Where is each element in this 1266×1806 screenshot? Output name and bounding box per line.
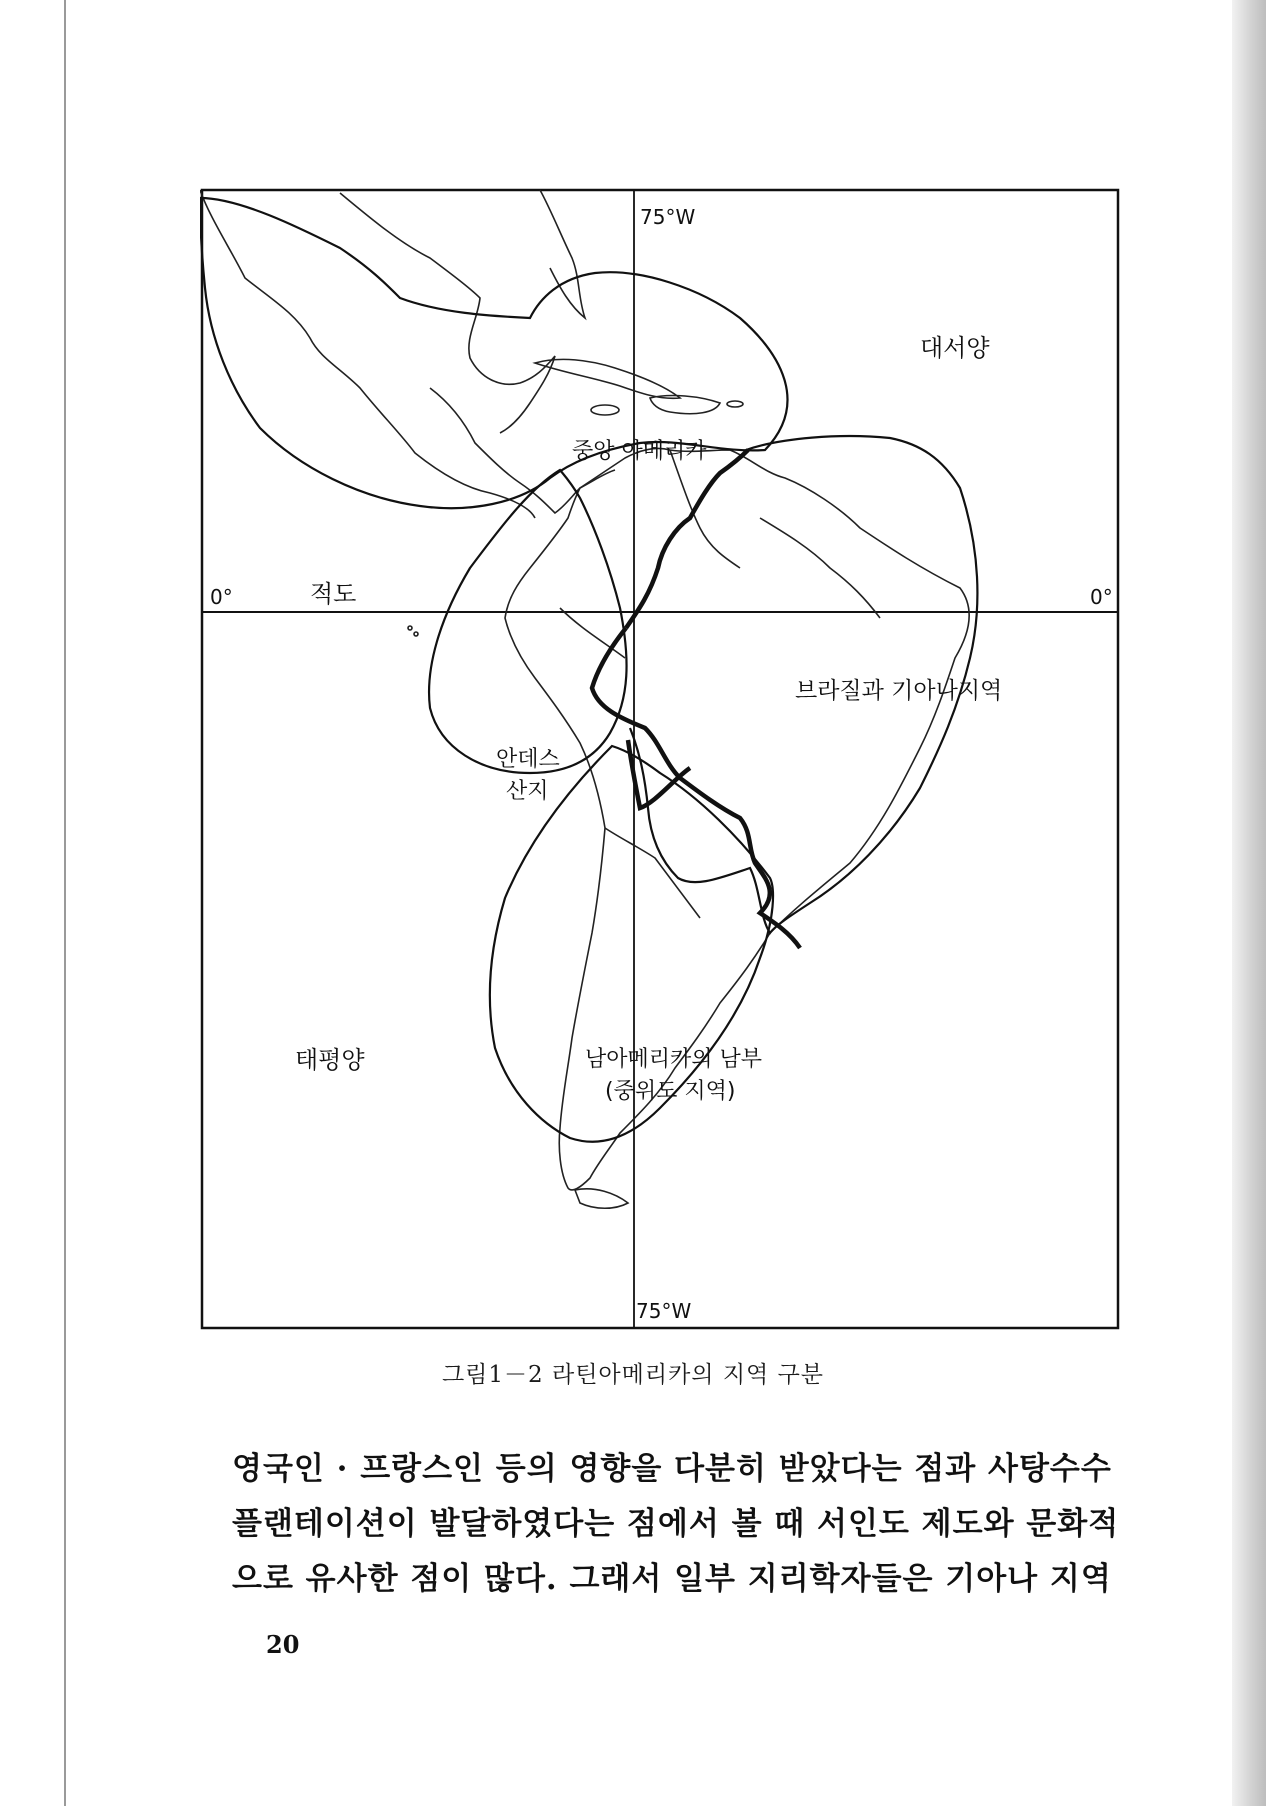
- region-label-southern-1: 남아메리카의 남부: [585, 1047, 763, 1072]
- meridian-label-top: 75°W: [640, 205, 696, 229]
- page-binding-shadow: [1232, 0, 1266, 1806]
- border-ecuador-peru: [560, 608, 625, 658]
- body-line: 영국인 · 프랑스인 등의 영향을 다분히 받았다는 점과 사탕수수: [232, 1451, 1112, 1487]
- coast-florida: [540, 190, 585, 318]
- region-label-andes-2: 산지: [506, 779, 549, 804]
- meridian-label-bottom: 75°W: [636, 1299, 692, 1323]
- island-hispaniola: [650, 396, 720, 414]
- region-boundaries: [200, 198, 977, 1142]
- atlantic-ocean-label: 대서양: [920, 334, 990, 362]
- brazil-border-south: [592, 628, 800, 948]
- coast-gulf: [340, 193, 555, 433]
- island-tierra-del-fuego: [575, 1189, 628, 1208]
- island-puerto-rico: [727, 401, 743, 407]
- figure-caption: 그림1－2 라틴아메리카의 지역 구분: [441, 1362, 825, 1388]
- island-cuba: [535, 359, 680, 398]
- map-svg: [200, 188, 1122, 1333]
- region-label-southern-2: (중위도 지역): [605, 1079, 736, 1104]
- body-text: [232, 1442, 1120, 1607]
- body-line: 으로 유사한 점이 많다. 그래서 일부 지리학자들은 기아나 지역: [232, 1561, 1112, 1597]
- border-chile-argentina: [605, 828, 700, 918]
- equator-label-left: 0°: [210, 585, 233, 609]
- coast-mexico-pacific: [200, 190, 535, 518]
- region-label-brazil-guiana: 브라질과 기아나지역: [795, 678, 1003, 704]
- body-line: 플랜테이션이 발달하였다는 점에서 볼 때 서인도 제도와 문화적: [232, 1506, 1120, 1542]
- island-galapagos: [414, 632, 418, 636]
- island-jamaica: [591, 405, 619, 415]
- region-andes: [429, 470, 627, 773]
- region-label-andes-1: 안데스: [496, 747, 560, 772]
- latin-america-region-map: [200, 188, 1122, 1333]
- equator-label-right: 0°: [1090, 585, 1113, 609]
- pacific-ocean-label: 태평양: [295, 1046, 365, 1074]
- page-left-margin: [0, 0, 66, 1806]
- region-label-central-america: 중앙 아메리카: [572, 439, 707, 464]
- equator-name-label: 적도: [310, 580, 357, 608]
- page-number: 20: [266, 1630, 300, 1659]
- brazil-border-north: [626, 450, 748, 628]
- island-galapagos: [408, 626, 412, 630]
- border-guianas: [760, 518, 880, 618]
